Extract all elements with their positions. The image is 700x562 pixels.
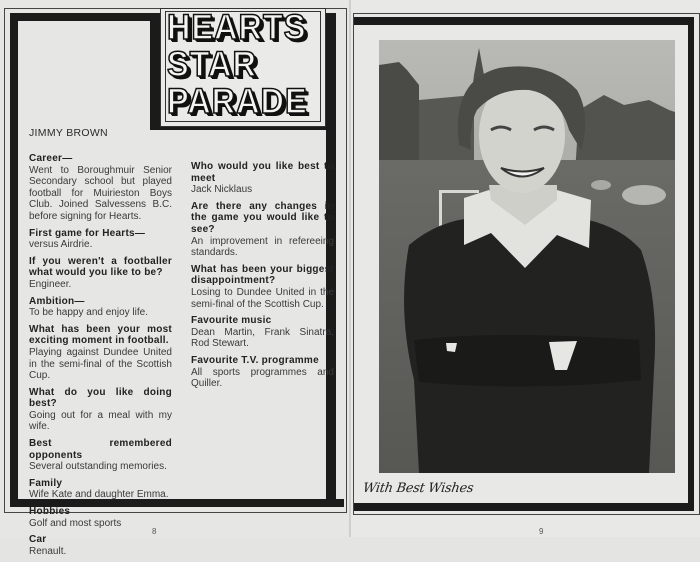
qa-best-opponents xyxy=(29,438,172,473)
title-line-2: STAR xyxy=(167,45,257,84)
answer: Went to Boroughmuir Senior Secondary school but played football for Muirieston Boys Club. Joined Salvessens B.C. before signing for Hearts. xyxy=(29,164,172,222)
question: Are there any changes in the game you would like to see? xyxy=(191,200,334,235)
answer: Jack Nicklaus xyxy=(191,184,253,196)
question: Ambition— xyxy=(29,295,85,307)
answer: Going out for a meal with my wife. xyxy=(29,409,172,433)
qa-like-to-meet xyxy=(191,161,334,196)
question: What has been your most exciting moment in football. xyxy=(29,323,172,347)
answer: Losing to Dundee United in the semi-final of the Scottish Cup. xyxy=(191,286,334,310)
question: Favourite music xyxy=(191,315,272,327)
question: Favourite T.V. programme xyxy=(191,354,319,366)
question: If you weren't a footballer what would you like to be? xyxy=(29,255,172,279)
qa-ambition xyxy=(29,296,172,319)
right-frame-top-bar xyxy=(354,17,690,25)
page-number-left: 8 xyxy=(152,527,157,536)
answer: Wife Kate and daughter Emma. xyxy=(29,489,169,501)
answer: Engineer. xyxy=(29,278,72,290)
qa-changes-in-game xyxy=(191,201,334,259)
right-frame-bottom-bar xyxy=(354,503,694,511)
qa-biggest-disappointment xyxy=(191,264,334,310)
left-frame-title-inner-bar xyxy=(150,13,160,130)
answer: Several outstanding memories. xyxy=(29,461,167,473)
answer: versus Airdrie. xyxy=(29,239,93,251)
photo-car-2 xyxy=(591,180,611,190)
right-frame-right-bar xyxy=(688,17,694,509)
question: Best remembered opponents xyxy=(29,438,172,461)
question: What has been your biggest disappointment? xyxy=(191,263,334,287)
player-photo xyxy=(379,40,675,473)
question: Car xyxy=(29,534,47,546)
answer: All sports programmes and Quiller. xyxy=(191,366,334,390)
left-frame-top-bar xyxy=(10,13,160,21)
qa-car xyxy=(29,534,172,557)
qa-exciting-moment xyxy=(29,324,172,382)
answer: To be happy and enjoy life. xyxy=(29,307,148,319)
page-number-right: 9 xyxy=(539,527,544,536)
signature-with-best-wishes: With Best Wishes xyxy=(361,481,475,496)
photo-arms xyxy=(414,335,641,387)
answer: Playing against Dundee United in the semi-final of the Scottish Cup. xyxy=(29,346,172,382)
answer: An improvement in refereeing standards. xyxy=(191,235,334,259)
question: What do you like doing best? xyxy=(29,386,172,410)
qa-family xyxy=(29,478,172,501)
player-photo-image xyxy=(379,40,675,473)
photo-crossbar xyxy=(439,190,479,193)
question: First game for Hearts— xyxy=(29,227,146,239)
qa-first-game xyxy=(29,228,172,251)
right-qa-column xyxy=(191,161,334,395)
left-frame-left-bar xyxy=(10,13,18,507)
question: Hobbies xyxy=(29,506,71,518)
qa-if-not-footballer xyxy=(29,256,172,291)
qa-favourite-tv xyxy=(191,355,334,390)
answer: Renault. xyxy=(29,545,67,557)
qa-favourite-music xyxy=(191,315,334,350)
title-box xyxy=(160,8,326,127)
answer: Dean Martin, Frank Sinatra, Rod Stewart. xyxy=(191,326,334,350)
page-gutter xyxy=(349,0,351,537)
title-line-3: PARADE xyxy=(167,82,308,121)
qa-like-doing-best xyxy=(29,387,172,433)
photo-car xyxy=(622,185,666,205)
qa-hobbies xyxy=(29,506,172,529)
title-line-1: HEARTS xyxy=(167,8,307,47)
qa-career xyxy=(29,153,172,223)
question: Family xyxy=(29,477,63,489)
answer: Golf and most sports xyxy=(29,517,122,529)
player-name: JIMMY BROWN xyxy=(29,127,108,139)
question: Who would you like best to meet xyxy=(191,161,334,184)
question: Career— xyxy=(29,153,73,164)
left-qa-column xyxy=(29,153,172,562)
